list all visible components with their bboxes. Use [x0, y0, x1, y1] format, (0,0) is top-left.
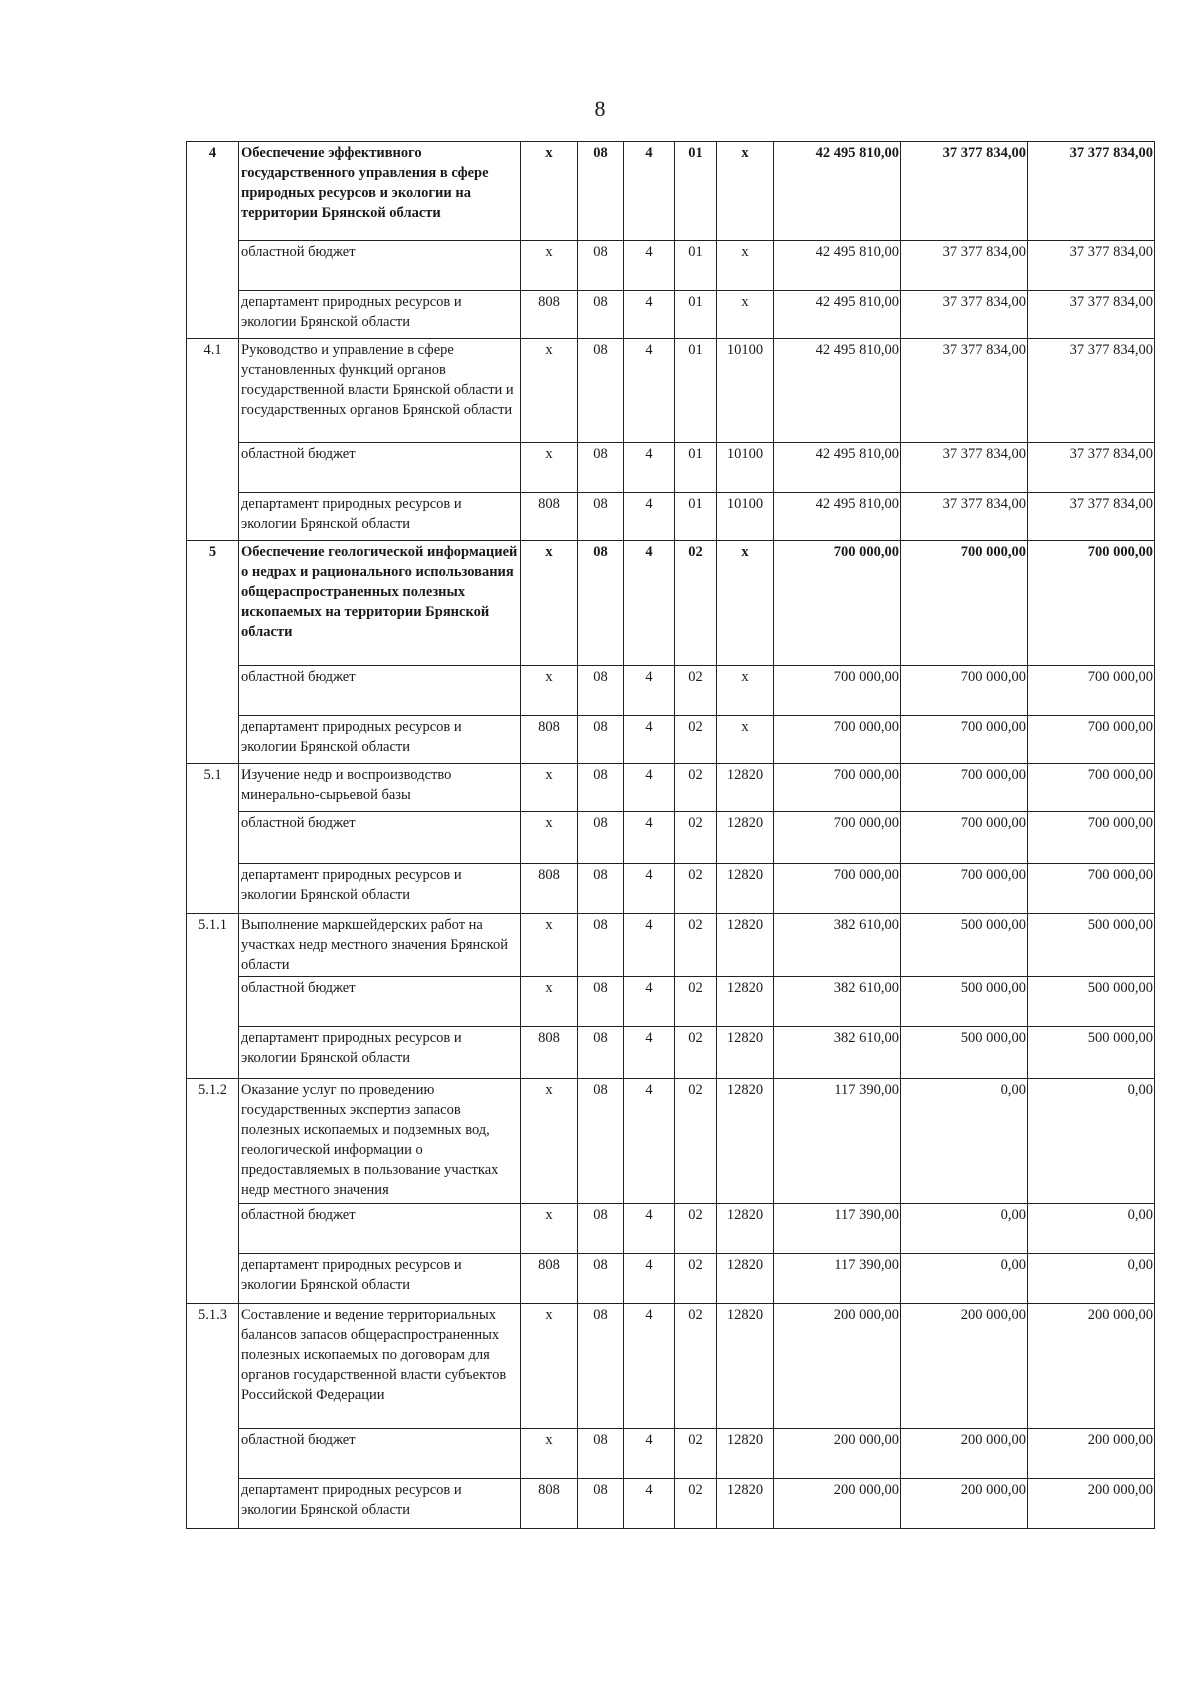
program-code-cell: 4 [624, 666, 675, 716]
section-code-cell: 08 [578, 864, 624, 914]
budget-code-cell: x [521, 443, 578, 493]
program-code-cell: 4 [624, 291, 675, 339]
amount-year1-cell: 700 000,00 [774, 764, 901, 812]
table-row [187, 142, 1155, 241]
budget-code-cell: x [521, 541, 578, 666]
amount-year2-cell: 700 000,00 [901, 716, 1028, 764]
subprogram-code-cell: 01 [675, 493, 717, 541]
amount-year3-cell: 500 000,00 [1028, 1027, 1155, 1079]
subprogram-code-cell: 01 [675, 443, 717, 493]
amount-year2-cell: 700 000,00 [901, 864, 1028, 914]
table-row [187, 1027, 1155, 1079]
item-number-cell: 5.1.1 [187, 914, 239, 1079]
amount-year2-cell: 500 000,00 [901, 914, 1028, 977]
program-code-cell: 4 [624, 1304, 675, 1429]
amount-year1-cell: 700 000,00 [774, 812, 901, 864]
direction-code-cell: x [717, 666, 774, 716]
subprogram-code-cell: 02 [675, 812, 717, 864]
item-number-cell: 4.1 [187, 339, 239, 541]
amount-year2-cell: 0,00 [901, 1204, 1028, 1254]
budget-code-cell: 808 [521, 493, 578, 541]
item-name-cell: департамент природных ресурсов и экологии Брянской области [239, 716, 521, 764]
budget-code-cell: x [521, 1429, 578, 1479]
amount-year3-cell: 0,00 [1028, 1079, 1155, 1204]
direction-code-cell: 12820 [717, 1304, 774, 1429]
item-number-cell: 4 [187, 142, 239, 339]
table-row [187, 493, 1155, 541]
amount-year2-cell: 700 000,00 [901, 541, 1028, 666]
subprogram-code-cell: 02 [675, 1304, 717, 1429]
amount-year1-cell: 382 610,00 [774, 914, 901, 977]
amount-year3-cell: 37 377 834,00 [1028, 339, 1155, 443]
direction-code-cell: 12820 [717, 1204, 774, 1254]
table-row [187, 864, 1155, 914]
subprogram-code-cell: 02 [675, 1079, 717, 1204]
subprogram-code-cell: 02 [675, 764, 717, 812]
subprogram-code-cell: 02 [675, 1479, 717, 1529]
amount-year2-cell: 700 000,00 [901, 812, 1028, 864]
amount-year3-cell: 200 000,00 [1028, 1429, 1155, 1479]
amount-year1-cell: 700 000,00 [774, 716, 901, 764]
item-name-cell: областной бюджет [239, 812, 521, 864]
item-name-cell: Изучение недр и воспроизводство минерально-сырьевой базы [239, 764, 521, 812]
subprogram-code-cell: 02 [675, 977, 717, 1027]
amount-year3-cell: 0,00 [1028, 1204, 1155, 1254]
program-code-cell: 4 [624, 443, 675, 493]
section-code-cell: 08 [578, 291, 624, 339]
page-number: 8 [594, 96, 606, 121]
program-code-cell: 4 [624, 339, 675, 443]
amount-year1-cell: 200 000,00 [774, 1429, 901, 1479]
section-code-cell: 08 [578, 142, 624, 241]
table-row [187, 914, 1155, 977]
item-name-cell: Обеспечение геологической информацией о недрах и рационального использования общераспространенных полезных ископаемых на территории Брянской области [239, 541, 521, 666]
budget-code-cell: x [521, 1079, 578, 1204]
amount-year2-cell: 500 000,00 [901, 1027, 1028, 1079]
section-code-cell: 08 [578, 666, 624, 716]
table-row [187, 241, 1155, 291]
subprogram-code-cell: 02 [675, 914, 717, 977]
section-code-cell: 08 [578, 914, 624, 977]
budget-code-cell: 808 [521, 291, 578, 339]
amount-year2-cell: 37 377 834,00 [901, 443, 1028, 493]
direction-code-cell: 12820 [717, 1027, 774, 1079]
budget-code-cell: x [521, 914, 578, 977]
amount-year1-cell: 382 610,00 [774, 977, 901, 1027]
direction-code-cell: 10100 [717, 339, 774, 443]
subprogram-code-cell: 01 [675, 291, 717, 339]
section-code-cell: 08 [578, 1254, 624, 1304]
amount-year3-cell: 700 000,00 [1028, 864, 1155, 914]
amount-year1-cell: 42 495 810,00 [774, 142, 901, 241]
direction-code-cell: 12820 [717, 864, 774, 914]
subprogram-code-cell: 02 [675, 541, 717, 666]
amount-year1-cell: 42 495 810,00 [774, 339, 901, 443]
table-row [187, 977, 1155, 1027]
section-code-cell: 08 [578, 443, 624, 493]
table-row [187, 812, 1155, 864]
item-name-cell: департамент природных ресурсов и экологии Брянской области [239, 1479, 521, 1529]
amount-year3-cell: 37 377 834,00 [1028, 241, 1155, 291]
subprogram-code-cell: 01 [675, 142, 717, 241]
budget-code-cell: 808 [521, 1027, 578, 1079]
table-row [187, 291, 1155, 339]
amount-year2-cell: 37 377 834,00 [901, 339, 1028, 443]
section-code-cell: 08 [578, 241, 624, 291]
amount-year3-cell: 200 000,00 [1028, 1304, 1155, 1429]
amount-year3-cell: 700 000,00 [1028, 812, 1155, 864]
program-code-cell: 4 [624, 812, 675, 864]
section-code-cell: 08 [578, 1304, 624, 1429]
amount-year3-cell: 200 000,00 [1028, 1479, 1155, 1529]
table-row [187, 541, 1155, 666]
amount-year1-cell: 700 000,00 [774, 666, 901, 716]
amount-year3-cell: 37 377 834,00 [1028, 443, 1155, 493]
program-code-cell: 4 [624, 864, 675, 914]
program-code-cell: 4 [624, 1479, 675, 1529]
budget-code-cell: x [521, 241, 578, 291]
section-code-cell: 08 [578, 1027, 624, 1079]
amount-year3-cell: 700 000,00 [1028, 716, 1155, 764]
item-name-cell: областной бюджет [239, 977, 521, 1027]
item-number-cell: 5.1 [187, 764, 239, 914]
section-code-cell: 08 [578, 493, 624, 541]
subprogram-code-cell: 02 [675, 864, 717, 914]
budget-code-cell: x [521, 812, 578, 864]
table-row [187, 1429, 1155, 1479]
table-row [187, 764, 1155, 812]
section-code-cell: 08 [578, 1204, 624, 1254]
item-name-cell: департамент природных ресурсов и экологии Брянской области [239, 1254, 521, 1304]
direction-code-cell: 12820 [717, 1254, 774, 1304]
item-name-cell: областной бюджет [239, 241, 521, 291]
direction-code-cell: 12820 [717, 1079, 774, 1204]
item-name-cell: Руководство и управление в сфере установленных функций органов государственной власти Брянской области и государственных органов Брянской области [239, 339, 521, 443]
table-row [187, 716, 1155, 764]
amount-year1-cell: 200 000,00 [774, 1304, 901, 1429]
item-number-cell: 5.1.3 [187, 1304, 239, 1529]
amount-year2-cell: 0,00 [901, 1079, 1028, 1204]
budget-code-cell: x [521, 339, 578, 443]
amount-year3-cell: 37 377 834,00 [1028, 142, 1155, 241]
amount-year1-cell: 42 495 810,00 [774, 291, 901, 339]
budget-code-cell: x [521, 1304, 578, 1429]
subprogram-code-cell: 02 [675, 1429, 717, 1479]
amount-year1-cell: 117 390,00 [774, 1204, 901, 1254]
program-code-cell: 4 [624, 1254, 675, 1304]
subprogram-code-cell: 01 [675, 339, 717, 443]
direction-code-cell: 12820 [717, 914, 774, 977]
table-row [187, 443, 1155, 493]
direction-code-cell: x [717, 241, 774, 291]
amount-year3-cell: 0,00 [1028, 1254, 1155, 1304]
item-name-cell: Обеспечение эффективного государственного управления в сфере природных ресурсов и экологии на территории Брянской области [239, 142, 521, 241]
program-code-cell: 4 [624, 716, 675, 764]
budget-code-cell: 808 [521, 864, 578, 914]
amount-year2-cell: 37 377 834,00 [901, 493, 1028, 541]
amount-year1-cell: 382 610,00 [774, 1027, 901, 1079]
program-code-cell: 4 [624, 1204, 675, 1254]
table-row [187, 1304, 1155, 1429]
direction-code-cell: 12820 [717, 1479, 774, 1529]
subprogram-code-cell: 02 [675, 1254, 717, 1304]
program-code-cell: 4 [624, 142, 675, 241]
item-name-cell: Составление и ведение территориальных балансов запасов общераспространенных полезных ископаемых по договорам для органов государственной власти субъектов Российской Федерации [239, 1304, 521, 1429]
direction-code-cell: 10100 [717, 493, 774, 541]
amount-year2-cell: 700 000,00 [901, 764, 1028, 812]
amount-year3-cell: 500 000,00 [1028, 914, 1155, 977]
budget-code-cell: 808 [521, 1479, 578, 1529]
direction-code-cell: 12820 [717, 812, 774, 864]
section-code-cell: 08 [578, 812, 624, 864]
direction-code-cell: 12820 [717, 1429, 774, 1479]
amount-year1-cell: 200 000,00 [774, 1479, 901, 1529]
budget-code-cell: x [521, 666, 578, 716]
budget-code-cell: 808 [521, 1254, 578, 1304]
program-code-cell: 4 [624, 914, 675, 977]
amount-year1-cell: 42 495 810,00 [774, 241, 901, 291]
budget-code-cell: x [521, 142, 578, 241]
amount-year1-cell: 700 000,00 [774, 541, 901, 666]
item-name-cell: департамент природных ресурсов и экологии Брянской области [239, 291, 521, 339]
table-row [187, 339, 1155, 443]
direction-code-cell: 12820 [717, 764, 774, 812]
amount-year2-cell: 700 000,00 [901, 666, 1028, 716]
item-name-cell: областной бюджет [239, 666, 521, 716]
amount-year1-cell: 700 000,00 [774, 864, 901, 914]
direction-code-cell: 10100 [717, 443, 774, 493]
item-name-cell: Выполнение маркшейдерских работ на участках недр местного значения Брянской области [239, 914, 521, 977]
direction-code-cell: x [717, 142, 774, 241]
table-body [187, 142, 1155, 1529]
item-name-cell: областной бюджет [239, 1204, 521, 1254]
item-name-cell: департамент природных ресурсов и экологии Брянской области [239, 493, 521, 541]
amount-year2-cell: 37 377 834,00 [901, 241, 1028, 291]
item-name-cell: областной бюджет [239, 1429, 521, 1479]
amount-year2-cell: 37 377 834,00 [901, 291, 1028, 339]
subprogram-code-cell: 02 [675, 1027, 717, 1079]
section-code-cell: 08 [578, 1429, 624, 1479]
subprogram-code-cell: 02 [675, 716, 717, 764]
budget-code-cell: x [521, 977, 578, 1027]
amount-year1-cell: 42 495 810,00 [774, 493, 901, 541]
amount-year1-cell: 117 390,00 [774, 1079, 901, 1204]
program-code-cell: 4 [624, 764, 675, 812]
amount-year1-cell: 42 495 810,00 [774, 443, 901, 493]
section-code-cell: 08 [578, 716, 624, 764]
section-code-cell: 08 [578, 1079, 624, 1204]
budget-table [186, 141, 1155, 1529]
item-name-cell: Оказание услуг по проведению государственных экспертиз запасов полезных ископаемых и подземных вод, геологической информации о предоставляемых в пользование участках недр местного значения [239, 1079, 521, 1204]
amount-year3-cell: 700 000,00 [1028, 541, 1155, 666]
subprogram-code-cell: 02 [675, 1204, 717, 1254]
item-name-cell: департамент природных ресурсов и экологии Брянской области [239, 1027, 521, 1079]
table-row [187, 1079, 1155, 1204]
program-code-cell: 4 [624, 1079, 675, 1204]
amount-year3-cell: 700 000,00 [1028, 666, 1155, 716]
amount-year2-cell: 500 000,00 [901, 977, 1028, 1027]
table-row [187, 1479, 1155, 1529]
direction-code-cell: x [717, 291, 774, 339]
amount-year3-cell: 37 377 834,00 [1028, 291, 1155, 339]
budget-code-cell: x [521, 1204, 578, 1254]
item-name-cell: областной бюджет [239, 443, 521, 493]
amount-year3-cell: 700 000,00 [1028, 764, 1155, 812]
program-code-cell: 4 [624, 977, 675, 1027]
amount-year2-cell: 200 000,00 [901, 1429, 1028, 1479]
direction-code-cell: x [717, 541, 774, 666]
amount-year2-cell: 200 000,00 [901, 1304, 1028, 1429]
amount-year1-cell: 117 390,00 [774, 1254, 901, 1304]
table-row [187, 1204, 1155, 1254]
subprogram-code-cell: 01 [675, 241, 717, 291]
direction-code-cell: x [717, 716, 774, 764]
program-code-cell: 4 [624, 493, 675, 541]
section-code-cell: 08 [578, 1479, 624, 1529]
program-code-cell: 4 [624, 1027, 675, 1079]
direction-code-cell: 12820 [717, 977, 774, 1027]
item-number-cell: 5 [187, 541, 239, 764]
item-name-cell: департамент природных ресурсов и экологии Брянской области [239, 864, 521, 914]
section-code-cell: 08 [578, 977, 624, 1027]
amount-year2-cell: 0,00 [901, 1254, 1028, 1304]
program-code-cell: 4 [624, 1429, 675, 1479]
amount-year3-cell: 37 377 834,00 [1028, 493, 1155, 541]
section-code-cell: 08 [578, 541, 624, 666]
section-code-cell: 08 [578, 764, 624, 812]
amount-year2-cell: 37 377 834,00 [901, 142, 1028, 241]
budget-code-cell: x [521, 764, 578, 812]
table-row [187, 1254, 1155, 1304]
amount-year3-cell: 500 000,00 [1028, 977, 1155, 1027]
section-code-cell: 08 [578, 339, 624, 443]
table-row [187, 666, 1155, 716]
program-code-cell: 4 [624, 241, 675, 291]
amount-year2-cell: 200 000,00 [901, 1479, 1028, 1529]
subprogram-code-cell: 02 [675, 666, 717, 716]
budget-code-cell: 808 [521, 716, 578, 764]
item-number-cell: 5.1.2 [187, 1079, 239, 1304]
program-code-cell: 4 [624, 541, 675, 666]
